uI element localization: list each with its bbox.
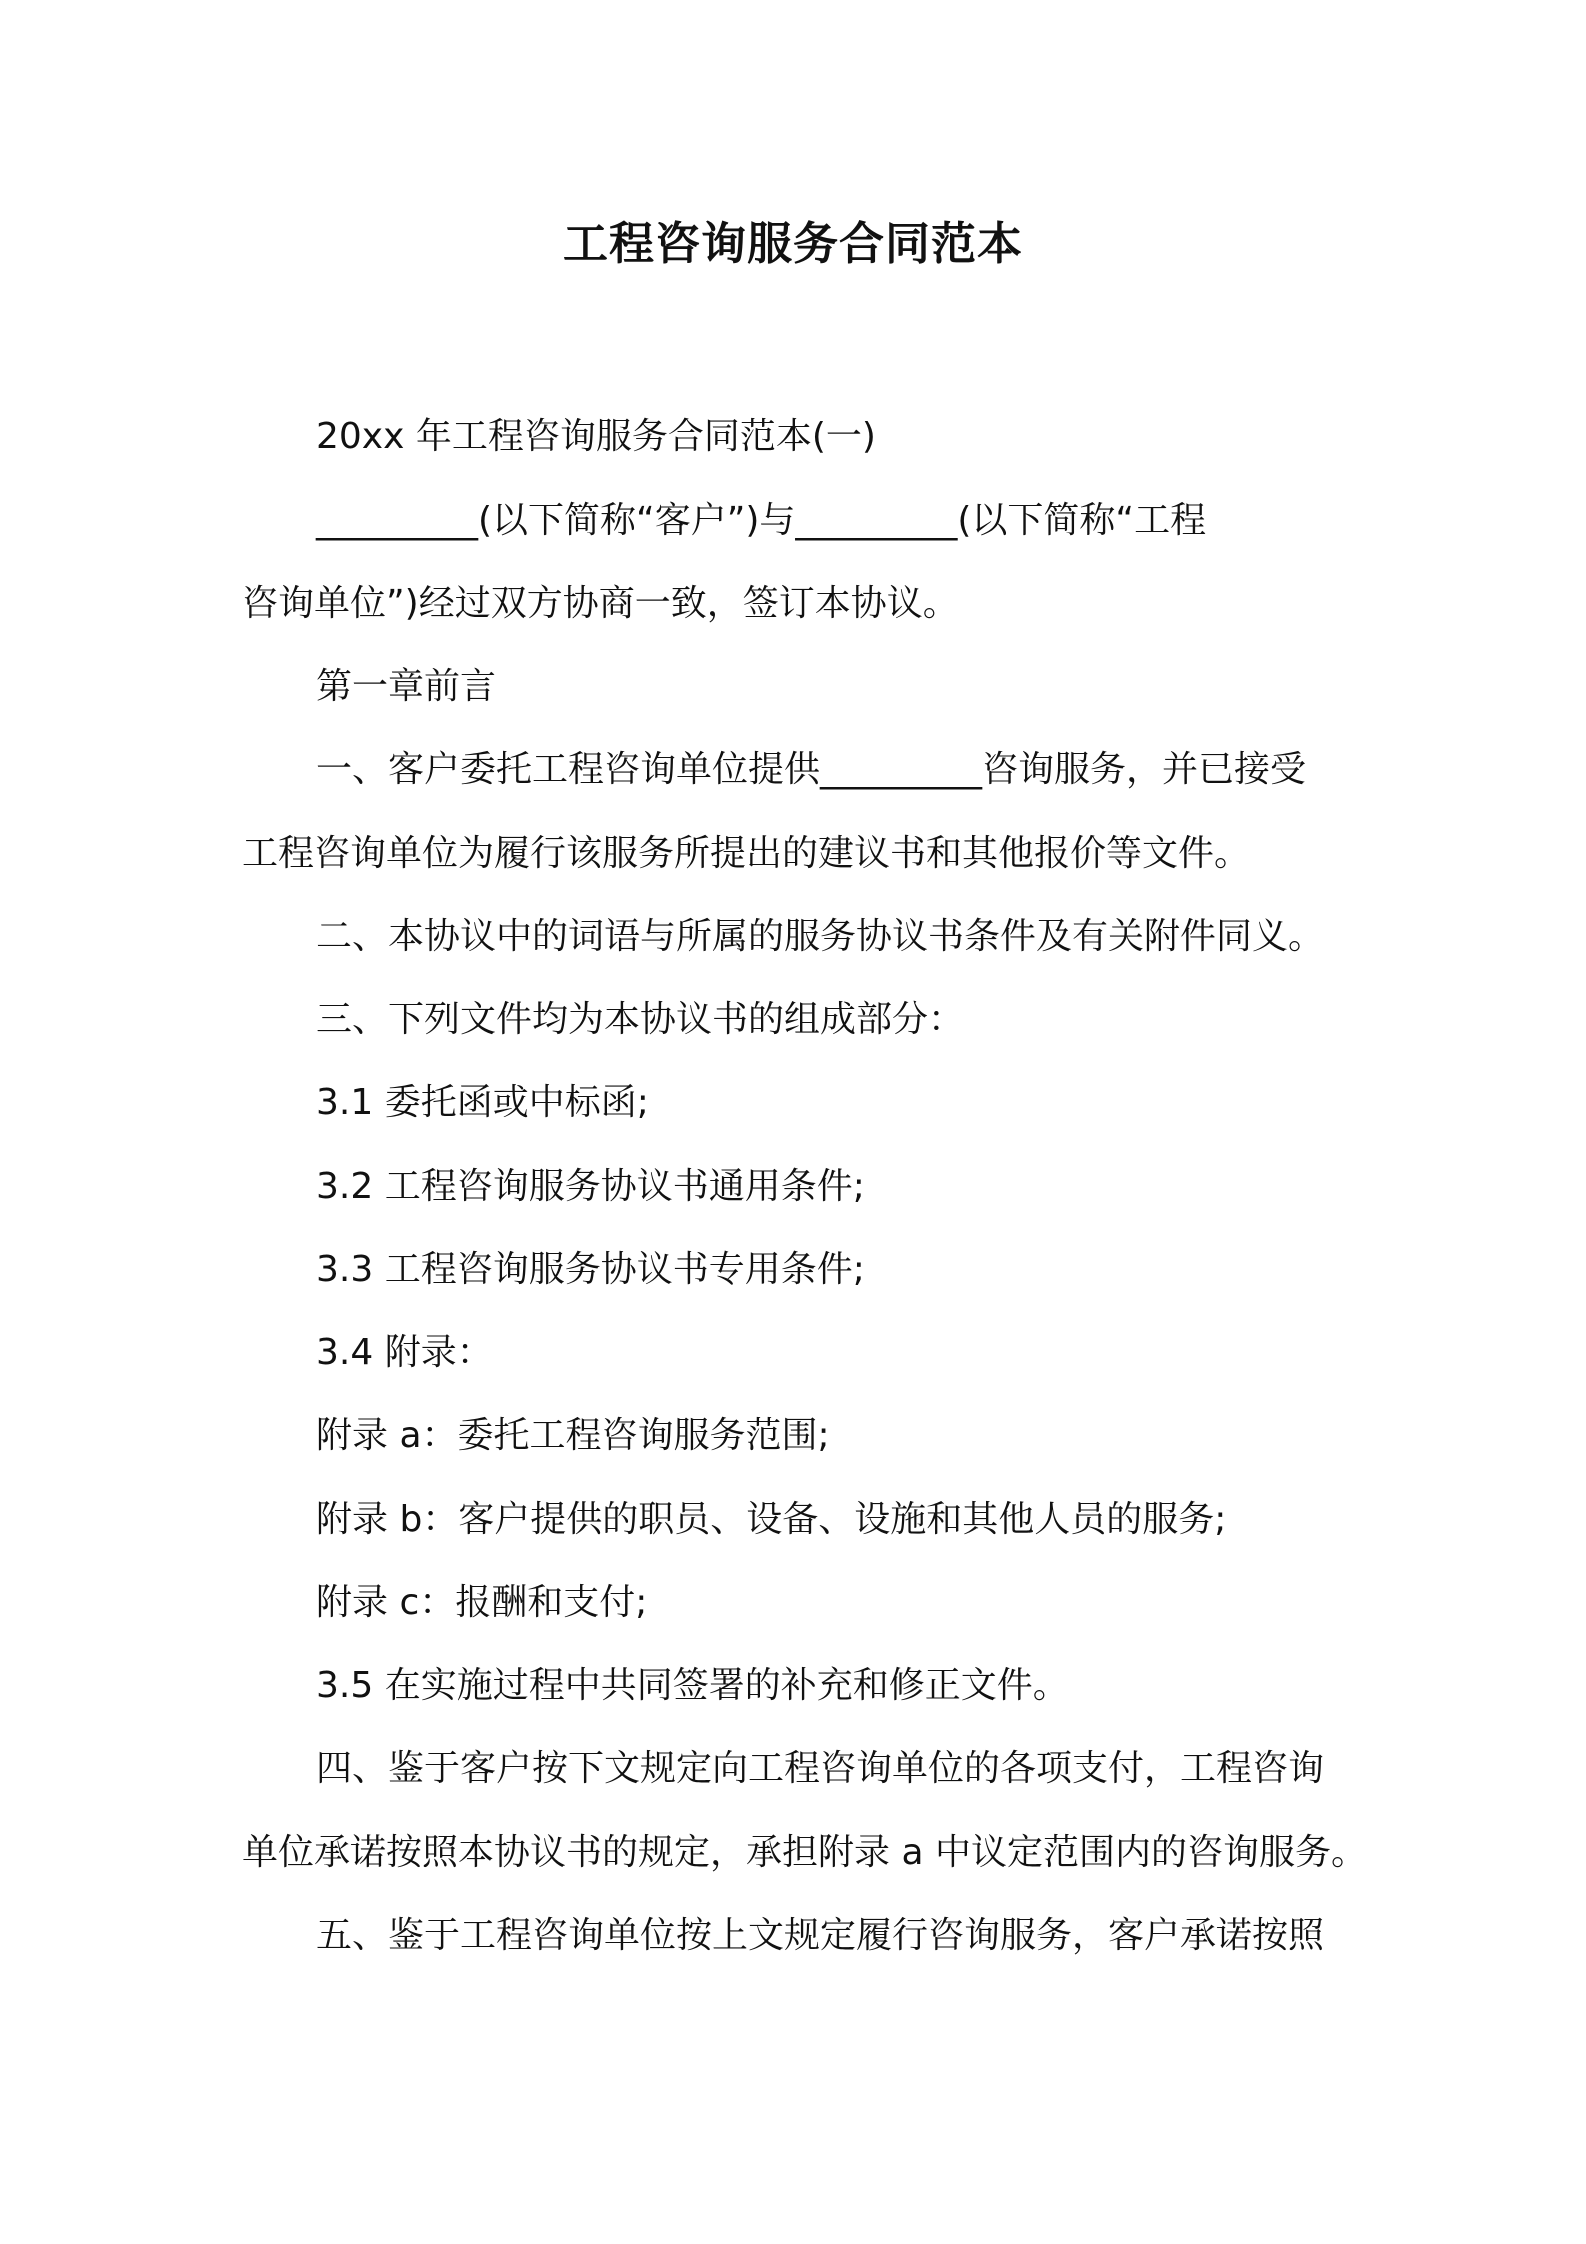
paragraph-line: 一、客户委托工程咨询单位提供_________咨询服务，并已接受 [316, 749, 1307, 790]
document-subtitle: 20xx 年工程咨询服务合同范本(一) [316, 416, 876, 457]
paragraph-line: 四、鉴于客户按下文规定向工程咨询单位的各项支付，工程咨询 [316, 1748, 1325, 1789]
list-item: 3.1 委托函或中标函; [316, 1082, 649, 1123]
list-item: 3.2 工程咨询服务协议书通用条件; [316, 1166, 865, 1207]
paragraph-line: 单位承诺按照本协议书的规定，承担附录 a 中议定范围内的咨询服务。 [242, 1832, 1367, 1873]
paragraph-line: 二、本协议中的词语与所属的服务协议书条件及有关附件同义。 [316, 916, 1325, 957]
list-item: 附录 b：客户提供的职员、设备、设施和其他人员的服务; [316, 1499, 1227, 1540]
document-title: 工程咨询服务合同范本 [562, 217, 1023, 270]
list-item: 3.4 附录： [316, 1332, 493, 1373]
list-item: 附录 a：委托工程咨询服务范围; [316, 1415, 830, 1456]
chapter-heading: 第一章前言 [316, 666, 497, 707]
paragraph-line: 咨询单位”)经过双方协商一致，签订本协议。 [242, 583, 959, 624]
list-item: 3.3 工程咨询服务协议书专用条件; [316, 1249, 865, 1290]
paragraph-line: _________(以下简称“客户”)与_________(以下简称“工程 [316, 500, 1207, 541]
paragraph-line: 工程咨询单位为履行该服务所提出的建议书和其他报价等文件。 [242, 833, 1251, 874]
paragraph-line: 三、下列文件均为本协议书的组成部分： [316, 999, 965, 1040]
paragraph-line: 五、鉴于工程咨询单位按上文规定履行咨询服务，客户承诺按照 [316, 1915, 1325, 1956]
list-item: 附录 c：报酬和支付; [316, 1582, 648, 1623]
list-item: 3.5 在实施过程中共同签署的补充和修正文件。 [316, 1665, 1069, 1706]
